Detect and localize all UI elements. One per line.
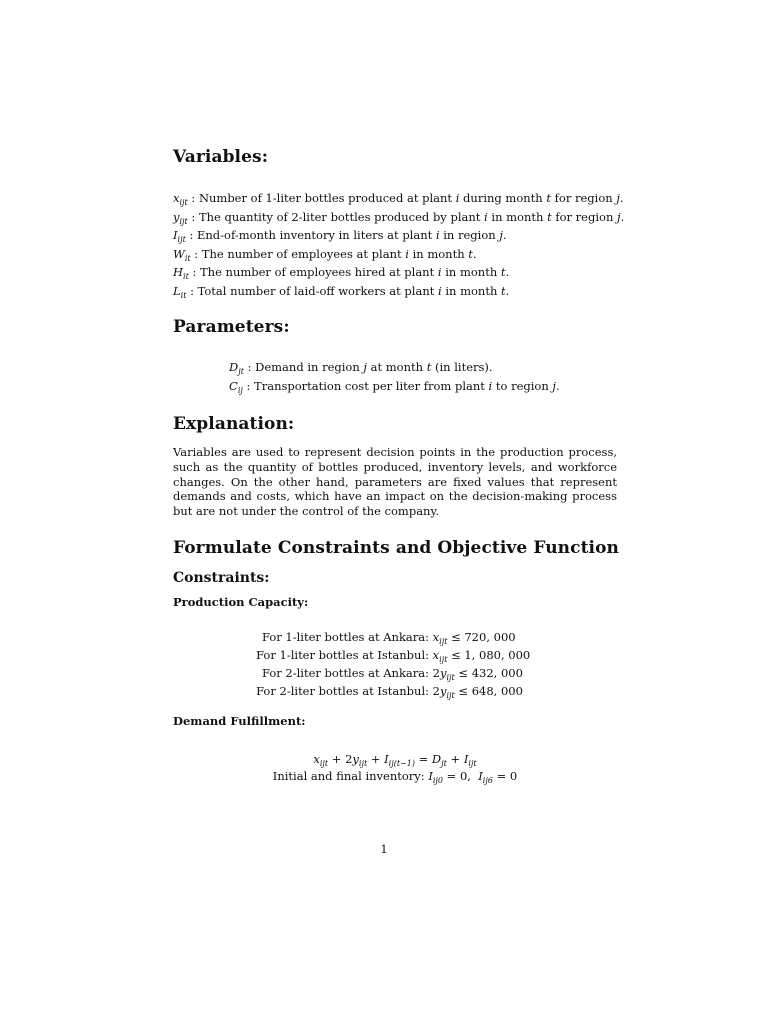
inventory-equation: Initial and final inventory: $I_{ij0} = 0$, $I_{ij6} = 0$ xyxy=(272,769,518,785)
variable-symbol: W xyxy=(173,246,185,261)
variable-symbol: x xyxy=(173,191,180,205)
parameter-symbol: C xyxy=(229,379,238,393)
constraints-heading: Constraints: xyxy=(173,570,270,586)
formulate-heading: Formulate Constraints and Objective Function xyxy=(173,538,619,558)
explanation-paragraph: Variables are used to represent decision points in the production process, such as the quantity of bottles produced, inventory levels, and workforce changes. On the other hand, parameters are fixed values that represent demands and costs, which have an impact on the decision-making process but are not under the control of the company. xyxy=(173,445,617,519)
variable-subscript: it xyxy=(184,253,191,263)
variable-symbol: H xyxy=(173,265,184,279)
demand-fulfillment-heading: Demand Fulfillment: xyxy=(173,714,306,728)
variable-symbol: L xyxy=(173,283,181,298)
variable-description: : End-of-month inventory in liters at plant i in region j. xyxy=(185,228,507,242)
variable-subscript: it xyxy=(180,290,187,300)
capacity-expression: $x_{ijt} \le 1$, 080, 000 xyxy=(432,648,531,664)
variable-description: : The number of employees at plant i in month t. xyxy=(190,246,477,261)
variable-description: : The number of employees hired at plant i in month t. xyxy=(188,265,510,279)
variable-subscript: ijt xyxy=(179,216,188,226)
variable-item xyxy=(173,282,509,305)
variables-heading: Variables: xyxy=(173,147,269,167)
capacity-label: For 2-liter bottles at Ankara: xyxy=(261,666,429,680)
capacity-constraint-row xyxy=(173,682,617,705)
parameter-subscript: jt xyxy=(238,367,244,376)
variable-symbol: I xyxy=(173,228,178,242)
parameter-subscript: ij xyxy=(237,386,243,395)
inventory-label: Initial and final inventory: xyxy=(272,769,425,783)
parameter-description: : Transportation cost per liter from plant i to region j. xyxy=(242,379,560,393)
variable-subscript: ijt xyxy=(177,235,186,244)
capacity-label: For 1-liter bottles at Ankara: xyxy=(261,630,429,644)
capacity-label: For 1-liter bottles at Istanbul: xyxy=(256,648,429,662)
parameter-item xyxy=(229,377,560,400)
variable-description: : Number of 1-liter bottles produced at plant i during month t for region j. xyxy=(187,191,624,205)
capacity-expression: $2y_{ijt} \le 648$, 000 xyxy=(432,684,523,700)
variable-description: : Total number of laid-off workers at plant i in month t. xyxy=(186,283,510,298)
demand-equation: $x_{ijt} + 2y_{ijt} + I_{ij(t-1)} = D_{jt} + I_{ijt}$ xyxy=(313,752,477,768)
variable-subscript: it xyxy=(183,272,189,281)
capacity-expression: $2y_{ijt} \le 432$, 000 xyxy=(432,666,523,682)
variable-description: : The quantity of 2-liter bottles produced by plant i in month t for region j. xyxy=(187,209,625,224)
variable-subscript: ijt xyxy=(179,198,188,207)
variable-symbol: y xyxy=(173,209,180,224)
explanation-heading: Explanation: xyxy=(173,414,295,434)
parameters-heading: Parameters: xyxy=(173,317,290,337)
capacity-label: For 2-liter bottles at Istanbul: xyxy=(256,684,429,698)
parameter-description: : Demand in region j at month t (in liters). xyxy=(243,360,493,374)
parameter-symbol: D xyxy=(229,360,239,374)
production-capacity-heading: Production Capacity: xyxy=(173,595,309,609)
page-number: 1 xyxy=(380,842,388,856)
capacity-expression: $x_{ijt} \le 720$, 000 xyxy=(432,630,516,646)
